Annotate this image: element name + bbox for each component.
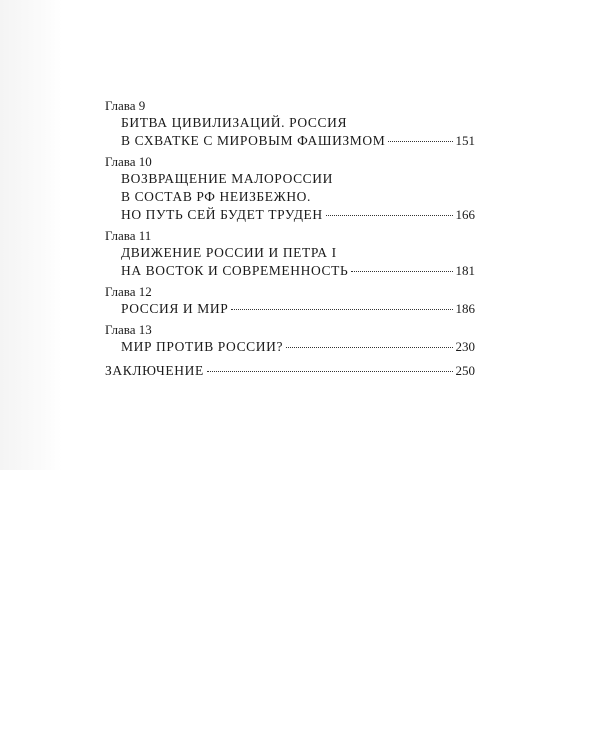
chapter-title-line: НА ВОСТОК И СОВРЕМЕННОСТЬ [121,263,349,278]
toc-entry-chapter-11 [105,228,475,280]
chapter-title-row [105,338,475,356]
dot-leader [351,271,452,272]
chapter-title-row [105,262,475,280]
chapter-title-row [105,300,475,318]
chapter-title-row [105,132,475,150]
toc-entry-conclusion [105,362,475,380]
chapter-title-line: МИР ПРОТИВ РОССИИ? [121,339,284,354]
chapter-title-line: В СОСТАВ РФ НЕИЗБЕЖНО. [121,189,311,204]
toc-entry-chapter-13 [105,322,475,356]
chapter-title-line: В СХВАТКЕ С МИРОВЫМ ФАШИЗМОМ [121,133,386,148]
chapter-title-line: БИТВА ЦИВИЛИЗАЦИЙ. РОССИЯ [121,115,348,130]
table-of-contents [105,98,475,380]
chapter-label: Глава 11 [105,228,152,243]
chapter-title-line: ДВИЖЕНИЕ РОССИИ И ПЕТРА I [121,245,337,260]
conclusion-title: ЗАКЛЮЧЕНИЕ [105,363,204,378]
page-number: 230 [455,339,475,354]
toc-entry-chapter-12 [105,284,475,318]
page-number: 151 [455,133,475,148]
page-edge-shadow [0,0,62,470]
chapter-title-row [105,206,475,224]
chapter-label: Глава 9 [105,98,146,113]
chapter-label: Глава 12 [105,284,152,299]
page-number: 181 [455,263,475,278]
chapter-title-line: НО ПУТЬ СЕЙ БУДЕТ ТРУДЕН [121,207,323,222]
chapter-label: Глава 10 [105,154,152,169]
chapter-label: Глава 13 [105,322,152,337]
dot-leader [207,371,453,372]
page-number: 186 [455,301,475,316]
page-number: 250 [455,363,475,378]
chapter-title-line: РОССИЯ И МИР [121,301,229,316]
dot-leader [286,347,452,348]
toc-entry-chapter-10 [105,154,475,224]
dot-leader [326,215,453,216]
chapter-title-line: ВОЗВРАЩЕНИЕ МАЛОРОССИИ [121,171,333,186]
dot-leader [388,141,452,142]
page-number: 166 [455,207,475,222]
toc-entry-chapter-9 [105,98,475,150]
dot-leader [231,309,452,310]
